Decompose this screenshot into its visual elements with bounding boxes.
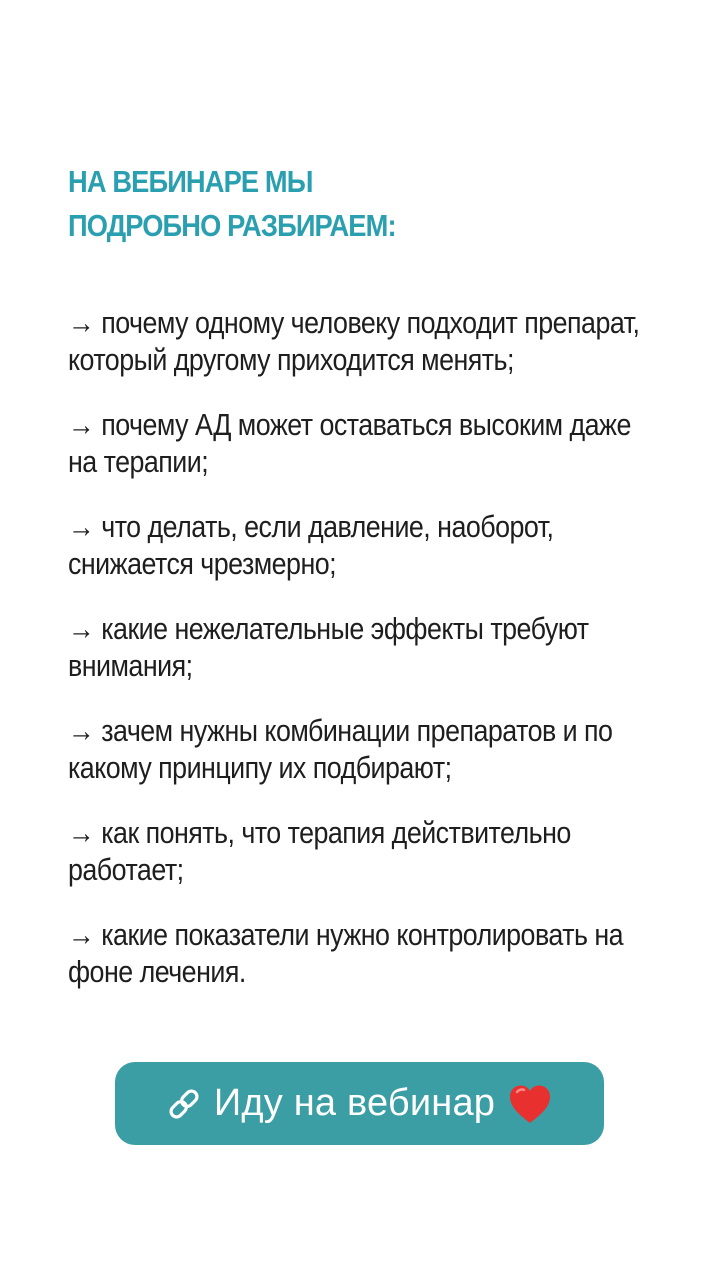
- heading-line-2: ПОДРОБНО РАЗБИРАЕМ:: [68, 208, 396, 243]
- heading-line-1: НА ВЕБИНАРЕ МЫ: [68, 164, 313, 199]
- list-item: → почему одному человеку подходит препарат, который другому приходится менять;: [68, 306, 640, 377]
- list-item: → какие показатели нужно контролировать на фоне лечения.: [68, 918, 624, 989]
- link-icon: [166, 1086, 202, 1122]
- list-item: → почему АД может оставаться высоким даже на терапии;: [68, 408, 631, 479]
- list-item: → зачем нужны комбинации препаратов и по какому принципу их подбирают;: [68, 714, 613, 785]
- list-item: → как понять, что терапия действительно работает;: [68, 816, 571, 887]
- webinar-link-label: Иду на вебинар: [213, 1082, 496, 1124]
- heart-icon: [507, 1082, 553, 1126]
- topics-list: [68, 305, 649, 1019]
- section-heading: [68, 160, 561, 248]
- list-item: → что делать, если давление, наоборот, снижается чрезмерно;: [68, 510, 554, 581]
- list-item: → какие нежелательные эффекты требуют внимания;: [68, 612, 589, 683]
- webinar-link-button[interactable]: [115, 1062, 604, 1145]
